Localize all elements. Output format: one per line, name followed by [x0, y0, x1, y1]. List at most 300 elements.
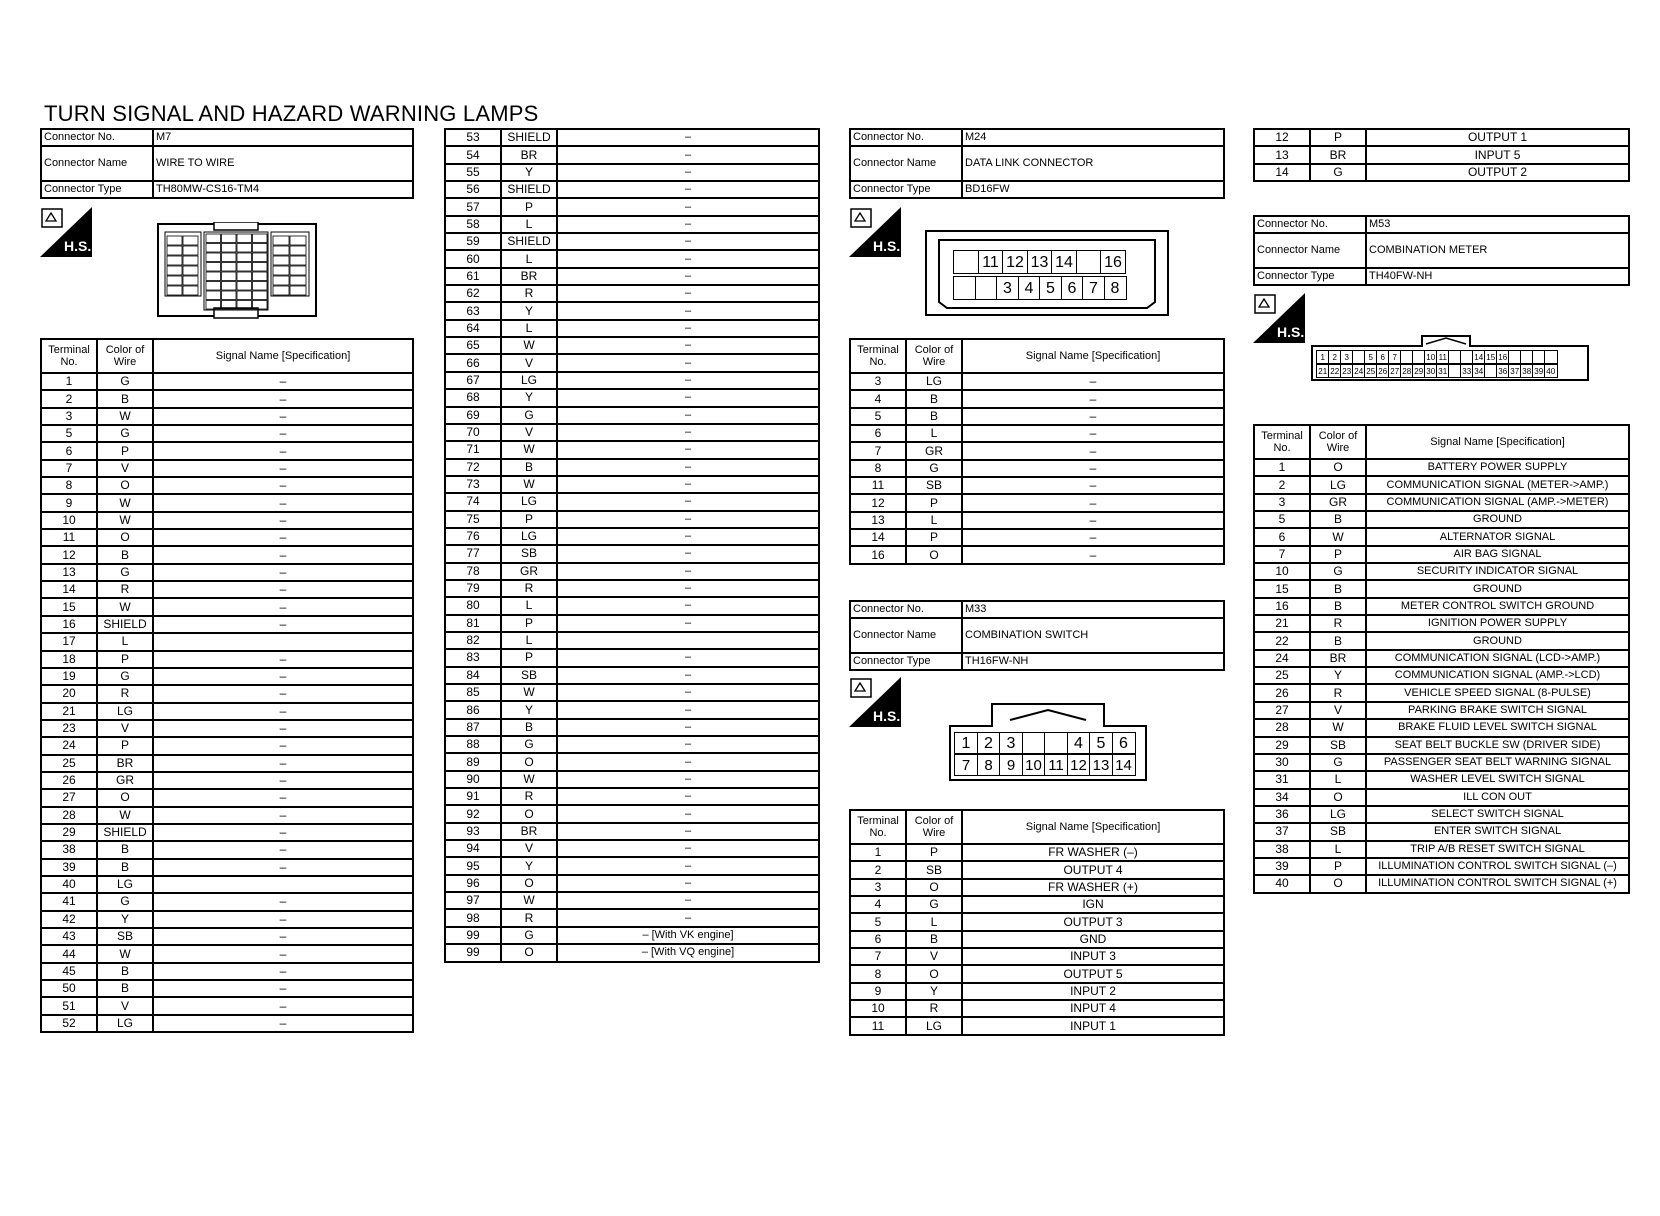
signal-name-cell: – [962, 546, 1224, 563]
wire-color-cell: SB [501, 545, 557, 562]
wire-color-cell: R [501, 285, 557, 302]
table-row [850, 529, 1224, 546]
wire-color-cell: L [501, 632, 557, 649]
signal-name-cell: – [153, 911, 413, 928]
wire-color-cell: SHIELD [97, 616, 153, 633]
wire-color-cell: P [97, 442, 153, 459]
table-row [41, 529, 413, 546]
connector-pin: 16 [1100, 250, 1126, 274]
connector-no-value: M7 [153, 129, 413, 146]
connector-no-label: Connector No. [850, 129, 962, 146]
table-row [1254, 146, 1629, 163]
signal-name-cell: SEAT BELT BUCKLE SW (DRIVER SIDE) [1366, 737, 1629, 754]
table-row [445, 372, 819, 389]
signal-name-cell: – [962, 512, 1224, 529]
terminal-no-cell: 34 [1254, 789, 1310, 806]
wire-color-cell: G [906, 460, 962, 477]
table-row [41, 668, 413, 685]
wire-color-cell: LG [906, 373, 962, 390]
wire-color-cell: SHIELD [501, 181, 557, 198]
wire-color-cell: L [1310, 771, 1366, 788]
signal-name-cell: – [557, 233, 819, 250]
signal-name-cell: OUTPUT 1 [1366, 129, 1629, 146]
signal-name-cell: – [With VQ engine] [557, 944, 819, 961]
table-row [41, 841, 413, 858]
wire-color-cell: G [1310, 754, 1366, 771]
wire-color-cell: B [97, 841, 153, 858]
signal-name-cell: WASHER LEVEL SWITCH SIGNAL [1366, 771, 1629, 788]
table-row [445, 233, 819, 250]
connector-pin [1544, 350, 1558, 364]
wire-color-cell: P [906, 529, 962, 546]
connector-pin: 22 [1328, 364, 1342, 378]
table-row [1254, 684, 1629, 701]
wire-color-cell: V [97, 997, 153, 1014]
signal-name-cell: IGN [962, 896, 1224, 913]
terminal-no-cell: 31 [1254, 771, 1310, 788]
signal-name-cell: – [153, 651, 413, 668]
terminal-no-cell: 75 [445, 511, 501, 528]
connector-pin: 29 [1412, 364, 1426, 378]
signal-name-cell: IGNITION POWER SUPPLY [1366, 615, 1629, 632]
table-row [445, 441, 819, 458]
wire-color-cell: O [1310, 875, 1366, 892]
signal-name-cell: – [153, 390, 413, 407]
terminal-no-cell: 56 [445, 181, 501, 198]
signal-name-cell: – [557, 805, 819, 822]
wire-color-cell: G [501, 927, 557, 944]
table-row [1254, 737, 1629, 754]
signal-name-cell: OUTPUT 4 [962, 861, 1224, 878]
table-row [445, 823, 819, 840]
wire-color-cell: LG [1310, 476, 1366, 493]
terminal-no-cell: 54 [445, 146, 501, 163]
signal-name-cell: INPUT 5 [1366, 146, 1629, 163]
terminal-no-cell: 1 [1254, 459, 1310, 476]
table-row [445, 857, 819, 874]
terminal-no-cell: 55 [445, 164, 501, 181]
signal-name-cell: – [153, 980, 413, 997]
wire-color-cell: B [906, 931, 962, 948]
table-row [1254, 823, 1629, 840]
terminal-no-cell: 30 [1254, 754, 1310, 771]
table-row [445, 597, 819, 614]
wire-color-cell: P [1310, 858, 1366, 875]
wire-color-cell: L [906, 913, 962, 930]
wire-color-cell: L [1310, 841, 1366, 858]
wire-color-cell: R [501, 580, 557, 597]
connector-type-value: BD16FW [962, 181, 1224, 198]
table-row [1254, 632, 1629, 649]
connector-pin: 14 [1112, 754, 1136, 776]
signal-name-cell: GROUND [1366, 580, 1629, 597]
terminal-no-cell: 96 [445, 875, 501, 892]
table-row [850, 965, 1224, 982]
signal-name-cell: SECURITY INDICATOR SIGNAL [1366, 563, 1629, 580]
connector-pin: 23 [1340, 364, 1354, 378]
table-row [445, 909, 819, 926]
signal-name-cell: – [153, 408, 413, 425]
table-row [41, 651, 413, 668]
wire-color-cell: SHIELD [501, 129, 557, 146]
terminal-no-cell: 14 [41, 581, 97, 598]
terminal-no-cell: 26 [41, 772, 97, 789]
m53-connector-face [1310, 332, 1590, 382]
connector-type-value: TH80MW-CS16-TM4 [153, 181, 413, 198]
table-row [445, 580, 819, 597]
terminal-no-header: Terminal No. [1254, 425, 1310, 459]
wire-color-cell: GR [97, 772, 153, 789]
signal-name-cell: – [153, 616, 413, 633]
terminal-no-cell: 4 [850, 390, 906, 407]
connector-pin: 6 [1061, 276, 1084, 300]
connector-name-value: DATA LINK CONNECTOR [962, 146, 1224, 181]
color-of-wire-header: Color of Wire [97, 339, 153, 373]
signal-name-cell: – [557, 545, 819, 562]
terminal-no-cell: 1 [850, 844, 906, 861]
table-row [1254, 858, 1629, 875]
signal-name-cell: – [962, 460, 1224, 477]
connector-pin: 30 [1424, 364, 1438, 378]
wire-color-cell: P [97, 651, 153, 668]
table-row [445, 407, 819, 424]
signal-name-cell: – [557, 857, 819, 874]
table-row [445, 545, 819, 562]
terminal-no-cell: 60 [445, 250, 501, 267]
connector-pin [1022, 732, 1046, 754]
terminal-no-cell: 3 [41, 408, 97, 425]
signal-name-cell: – [557, 875, 819, 892]
hs-badge-icon [40, 207, 92, 257]
table-row [850, 1000, 1224, 1017]
connector-pin: 6 [1112, 732, 1136, 754]
table-row [445, 216, 819, 233]
wire-color-cell: G [501, 736, 557, 753]
table-row [445, 719, 819, 736]
wire-color-cell: P [501, 198, 557, 215]
terminal-no-cell: 40 [1254, 875, 1310, 892]
table-row [1254, 164, 1629, 181]
table-row [41, 789, 413, 806]
signal-name-cell: – [153, 755, 413, 772]
connector-name-label: Connector Name [850, 146, 962, 181]
connector-pin: 11 [1044, 754, 1068, 776]
table-row [41, 546, 413, 563]
signal-name-cell: – [153, 581, 413, 598]
connector-pin: 40 [1544, 364, 1558, 378]
terminal-no-cell: 1 [41, 373, 97, 390]
table-row [445, 302, 819, 319]
connector-pin: 7 [1082, 276, 1105, 300]
wire-color-cell: B [1310, 580, 1366, 597]
terminal-no-cell: 65 [445, 337, 501, 354]
terminal-no-cell: 27 [1254, 702, 1310, 719]
terminal-no-cell: 25 [1254, 667, 1310, 684]
m33-header [849, 600, 1225, 671]
table-row [445, 164, 819, 181]
wire-color-cell: W [1310, 719, 1366, 736]
wire-color-cell: Y [906, 983, 962, 1000]
terminal-no-cell: 11 [41, 529, 97, 546]
m7-terminal-table [40, 338, 414, 1033]
svg-text:H.S.: H.S. [873, 238, 901, 254]
terminal-no-cell: 13 [850, 512, 906, 529]
signal-name-cell: – [153, 564, 413, 581]
wire-color-cell: R [501, 909, 557, 926]
signal-name-cell: – [962, 390, 1224, 407]
wire-color-cell: P [501, 511, 557, 528]
terminal-no-cell: 20 [41, 685, 97, 702]
table-row [445, 285, 819, 302]
terminal-no-cell: 22 [1254, 632, 1310, 649]
m53-pin-row-top [1316, 350, 1556, 364]
wire-color-cell: LG [501, 493, 557, 510]
table-row [41, 581, 413, 598]
wire-color-cell: O [906, 965, 962, 982]
signal-name-cell: – [With VK engine] [557, 927, 819, 944]
connector-pin: 38 [1520, 364, 1534, 378]
table-row [41, 963, 413, 980]
connector-pin: 5 [1364, 350, 1378, 364]
wire-color-cell: W [97, 512, 153, 529]
terminal-no-cell: 76 [445, 528, 501, 545]
signal-name-cell: – [557, 181, 819, 198]
signal-name-cell: GND [962, 931, 1224, 948]
m7-connector-face [157, 222, 317, 320]
connector-pin: 7 [1388, 350, 1402, 364]
connector-pin: 8 [977, 754, 1001, 776]
terminal-no-cell: 77 [445, 545, 501, 562]
wire-color-cell: P [501, 615, 557, 632]
wire-color-cell: R [906, 1000, 962, 1017]
table-row [1254, 615, 1629, 632]
table-row [1254, 528, 1629, 545]
terminal-no-cell: 6 [850, 425, 906, 442]
table-row [1254, 650, 1629, 667]
wire-color-cell: LG [97, 1015, 153, 1032]
wire-color-cell: G [1310, 164, 1366, 181]
wire-color-cell: LG [97, 876, 153, 893]
wire-color-cell: O [906, 546, 962, 563]
table-row [41, 807, 413, 824]
signal-name-cell: – [153, 685, 413, 702]
svg-text:H.S.: H.S. [873, 708, 901, 724]
table-row [41, 928, 413, 945]
table-row [1254, 511, 1629, 528]
wire-color-cell: Y [1310, 667, 1366, 684]
signal-name-cell: ILL CON OUT [1366, 789, 1629, 806]
terminal-no-cell: 85 [445, 684, 501, 701]
table-row [1254, 580, 1629, 597]
table-row [41, 755, 413, 772]
signal-name-header: Signal Name [Specification] [962, 339, 1224, 373]
terminal-no-cell: 5 [850, 913, 906, 930]
table-row [445, 771, 819, 788]
table-row [41, 425, 413, 442]
signal-name-cell: – [557, 823, 819, 840]
signal-name-cell: – [557, 302, 819, 319]
table-row [41, 512, 413, 529]
signal-name-cell: – [557, 250, 819, 267]
terminal-no-cell: 97 [445, 892, 501, 909]
wire-color-cell: O [1310, 459, 1366, 476]
signal-name-cell: INPUT 4 [962, 1000, 1224, 1017]
terminal-no-cell: 7 [41, 460, 97, 477]
table-row [850, 861, 1224, 878]
terminal-no-cell: 87 [445, 719, 501, 736]
wire-color-cell: B [1310, 598, 1366, 615]
wire-color-cell: V [906, 948, 962, 965]
terminal-no-cell: 15 [1254, 580, 1310, 597]
terminal-no-cell: 43 [41, 928, 97, 945]
terminal-no-cell: 41 [41, 893, 97, 910]
signal-name-cell: – [153, 529, 413, 546]
table-row [41, 876, 413, 893]
signal-name-cell: COMMUNICATION SIGNAL (METER->AMP.) [1366, 476, 1629, 493]
terminal-no-cell: 69 [445, 407, 501, 424]
wire-color-cell: O [1310, 789, 1366, 806]
terminal-no-cell: 7 [850, 442, 906, 459]
table-row [1254, 806, 1629, 823]
table-row [445, 268, 819, 285]
wire-color-cell: SHIELD [501, 233, 557, 250]
terminal-no-cell: 10 [41, 512, 97, 529]
table-row [445, 892, 819, 909]
wire-color-cell: W [501, 892, 557, 909]
connector-pin: 12 [1002, 250, 1028, 274]
wire-color-cell: G [97, 425, 153, 442]
terminal-no-cell: 7 [850, 948, 906, 965]
table-row [41, 685, 413, 702]
terminal-no-cell: 9 [850, 983, 906, 1000]
wire-color-cell: O [501, 753, 557, 770]
table-row [41, 737, 413, 754]
m33-terminal-table-continued [1253, 128, 1630, 182]
terminal-no-cell: 36 [1254, 806, 1310, 823]
terminal-no-cell: 52 [41, 1015, 97, 1032]
terminal-no-cell: 59 [445, 233, 501, 250]
signal-name-cell: – [153, 1015, 413, 1032]
table-row [41, 720, 413, 737]
signal-name-cell [153, 633, 413, 650]
terminal-no-cell: 62 [445, 285, 501, 302]
table-row [1254, 598, 1629, 615]
table-row [1254, 494, 1629, 511]
terminal-no-header: Terminal No. [850, 339, 906, 373]
connector-pin: 11 [1436, 350, 1450, 364]
connector-pin: 33 [1460, 364, 1474, 378]
table-row [41, 893, 413, 910]
wire-color-cell: P [501, 649, 557, 666]
connector-pin: 3 [1340, 350, 1354, 364]
terminal-no-cell: 5 [41, 425, 97, 442]
table-row [850, 844, 1224, 861]
signal-name-cell: BATTERY POWER SUPPLY [1366, 459, 1629, 476]
terminal-no-cell: 73 [445, 476, 501, 493]
signal-name-cell: – [557, 354, 819, 371]
signal-name-cell: – [962, 477, 1224, 494]
terminal-no-cell: 40 [41, 876, 97, 893]
signal-name-cell: INPUT 1 [962, 1017, 1224, 1034]
m53-header [1253, 215, 1630, 286]
signal-name-cell: – [153, 703, 413, 720]
wire-color-cell: V [97, 460, 153, 477]
table-row [445, 250, 819, 267]
signal-name-cell: PARKING BRAKE SWITCH SIGNAL [1366, 702, 1629, 719]
connector-pin: 36 [1496, 364, 1510, 378]
terminal-no-cell: 2 [850, 861, 906, 878]
signal-name-cell: – [557, 788, 819, 805]
terminal-no-cell: 64 [445, 320, 501, 337]
wire-color-cell: SB [906, 477, 962, 494]
wire-color-cell: W [501, 441, 557, 458]
signal-name-cell: – [153, 373, 413, 390]
wire-color-cell: L [97, 633, 153, 650]
connector-pin: 31 [1436, 364, 1450, 378]
table-row [41, 477, 413, 494]
wire-color-cell: B [906, 390, 962, 407]
terminal-no-cell: 53 [445, 129, 501, 146]
terminal-no-cell: 14 [850, 529, 906, 546]
connector-pin: 26 [1376, 364, 1390, 378]
connector-pin: 1 [954, 732, 978, 754]
signal-name-cell: – [153, 824, 413, 841]
signal-name-cell: FR WASHER (–) [962, 844, 1224, 861]
signal-name-cell: – [153, 945, 413, 962]
connector-pin: 1 [1316, 350, 1330, 364]
signal-name-cell: SELECT SWITCH SIGNAL [1366, 806, 1629, 823]
wire-color-cell: R [97, 581, 153, 598]
table-row [1254, 476, 1629, 493]
table-row [445, 146, 819, 163]
color-of-wire-header: Color of Wire [1310, 425, 1366, 459]
connector-name-value: COMBINATION METER [1366, 233, 1629, 268]
connector-pin: 16 [1496, 350, 1510, 364]
terminal-no-cell: 6 [850, 931, 906, 948]
terminal-no-cell: 6 [41, 442, 97, 459]
wire-color-cell: P [1310, 546, 1366, 563]
terminal-no-cell: 23 [41, 720, 97, 737]
terminal-no-cell: 3 [1254, 494, 1310, 511]
signal-name-cell: COMMUNICATION SIGNAL (AMP.->METER) [1366, 494, 1629, 511]
connector-no-value: M24 [962, 129, 1224, 146]
signal-name-cell: – [557, 146, 819, 163]
m24-pin-row-bottom [953, 276, 1125, 300]
table-row [1254, 459, 1629, 476]
connector-name-label: Connector Name [850, 618, 962, 653]
wire-color-cell: BR [1310, 650, 1366, 667]
terminal-no-cell: 19 [41, 668, 97, 685]
signal-name-cell: – [153, 789, 413, 806]
table-row [41, 911, 413, 928]
table-row [1254, 563, 1629, 580]
table-row [41, 824, 413, 841]
wire-color-cell: O [501, 944, 557, 961]
wire-color-cell: R [1310, 615, 1366, 632]
connector-no-label: Connector No. [41, 129, 153, 146]
connector-pin: 14 [1051, 250, 1077, 274]
connector-pin: 13 [1027, 250, 1053, 274]
signal-name-cell: ENTER SWITCH SIGNAL [1366, 823, 1629, 840]
terminal-no-cell: 70 [445, 424, 501, 441]
signal-name-cell: INPUT 2 [962, 983, 1224, 1000]
wire-color-cell: W [97, 494, 153, 511]
signal-name-cell: – [557, 719, 819, 736]
connector-type-label: Connector Type [850, 181, 962, 198]
table-row [850, 896, 1224, 913]
signal-name-cell: – [153, 494, 413, 511]
terminal-no-cell: 79 [445, 580, 501, 597]
